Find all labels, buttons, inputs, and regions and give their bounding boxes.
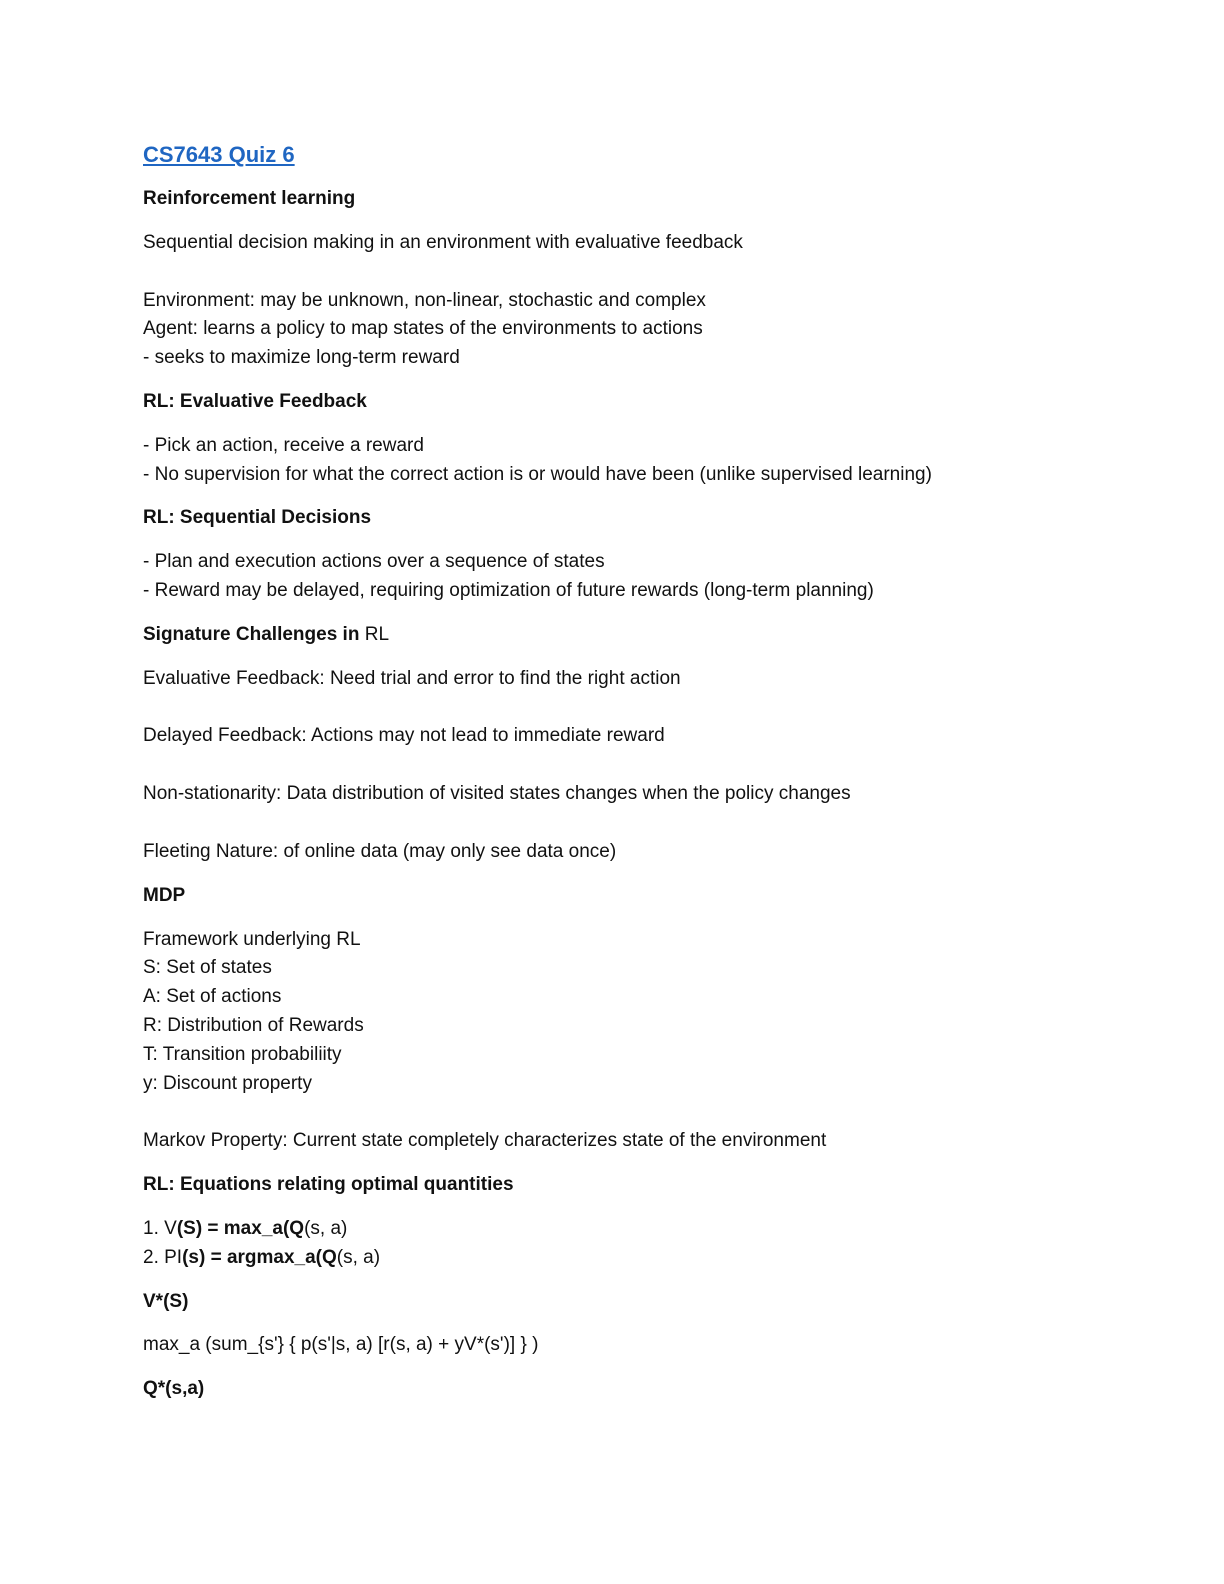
- heading-normal-part: RL: [364, 623, 390, 645]
- mdp-line: S: Set of states: [143, 957, 272, 979]
- bullet-line: - No supervision for what the correct action is or would have been (unlike supervised learning): [143, 463, 932, 485]
- section-heading-v-star: V*(S): [143, 1290, 189, 1312]
- section-heading-signature-challenges: [143, 621, 1103, 650]
- challenge-item: Fleeting Nature: of online data (may only see data once): [143, 840, 617, 862]
- equation-2: [143, 1244, 1103, 1273]
- section-heading-sequential-decisions: RL: Sequential Decisions: [143, 507, 372, 529]
- paragraph-line: - seeks to maximize long-term reward: [143, 347, 460, 369]
- heading-bold-part: Signature Challenges in: [143, 623, 360, 645]
- bullet-line: - Reward may be delayed, requiring optimization of future rewards (long-term planning): [143, 579, 874, 601]
- section-heading-equations: [143, 1171, 1103, 1200]
- mdp-line: A: Set of actions: [143, 986, 282, 1008]
- section-heading-mdp: MDP: [143, 884, 186, 906]
- markov-property-line: Markov Property: Current state completely characterizes state of the environment: [143, 1130, 827, 1152]
- section-heading-q-star: Q*(s,a): [143, 1378, 205, 1400]
- section-heading-evaluative-feedback: RL: Evaluative Feedback: [143, 390, 367, 412]
- section-heading-reinforcement-learning: Reinforcement learning: [143, 188, 356, 209]
- paragraph-line: Environment: may be unknown, non-linear, stochastic and complex: [143, 289, 706, 311]
- paragraph: Sequential decision making in an environment with evaluative feedback: [143, 231, 743, 253]
- document-body: [143, 138, 1103, 1404]
- mdp-line: R: Distribution of Rewards: [143, 1014, 364, 1036]
- mdp-line: y: Discount property: [143, 1072, 312, 1094]
- challenge-item: Non-stationarity: Data distribution of visited states changes when the policy changes: [143, 783, 851, 805]
- equation-bold-text: (S) = max_a(Q: [176, 1217, 305, 1239]
- challenge-item: Evaluative Feedback: Need trial and error to find the right action: [143, 667, 681, 689]
- equation-1: [143, 1215, 1103, 1244]
- challenge-item: Delayed Feedback: Actions may not lead to immediate reward: [143, 725, 665, 747]
- mdp-line: T: Transition probabiliity: [143, 1043, 342, 1065]
- equation-text: 2. PI: [143, 1246, 183, 1268]
- equation-text: (s, a): [304, 1217, 348, 1239]
- v-star-equation: max_a (sum_{s'} { p(s'|s, a) [r(s, a) + yV*(s')] } ): [143, 1334, 539, 1356]
- equation-text: (s, a): [336, 1246, 381, 1268]
- paragraph-line: Agent: learns a policy to map states of the environments to actions: [143, 318, 703, 340]
- mdp-line: Framework underlying RL: [143, 928, 361, 950]
- equation-bold-text: (s) = argmax_a(Q: [182, 1246, 337, 1268]
- bullet-line: - Pick an action, receive a reward: [143, 434, 424, 456]
- heading-bold-prefix: RL:: [143, 1174, 175, 1196]
- bullet-line: - Plan and execution actions over a sequence of states: [143, 551, 605, 573]
- heading-bold-part: Equations relating optimal quantities: [179, 1174, 514, 1196]
- document-title[interactable]: CS7643 Quiz 6: [143, 142, 295, 167]
- equation-text: 1. V: [143, 1217, 177, 1239]
